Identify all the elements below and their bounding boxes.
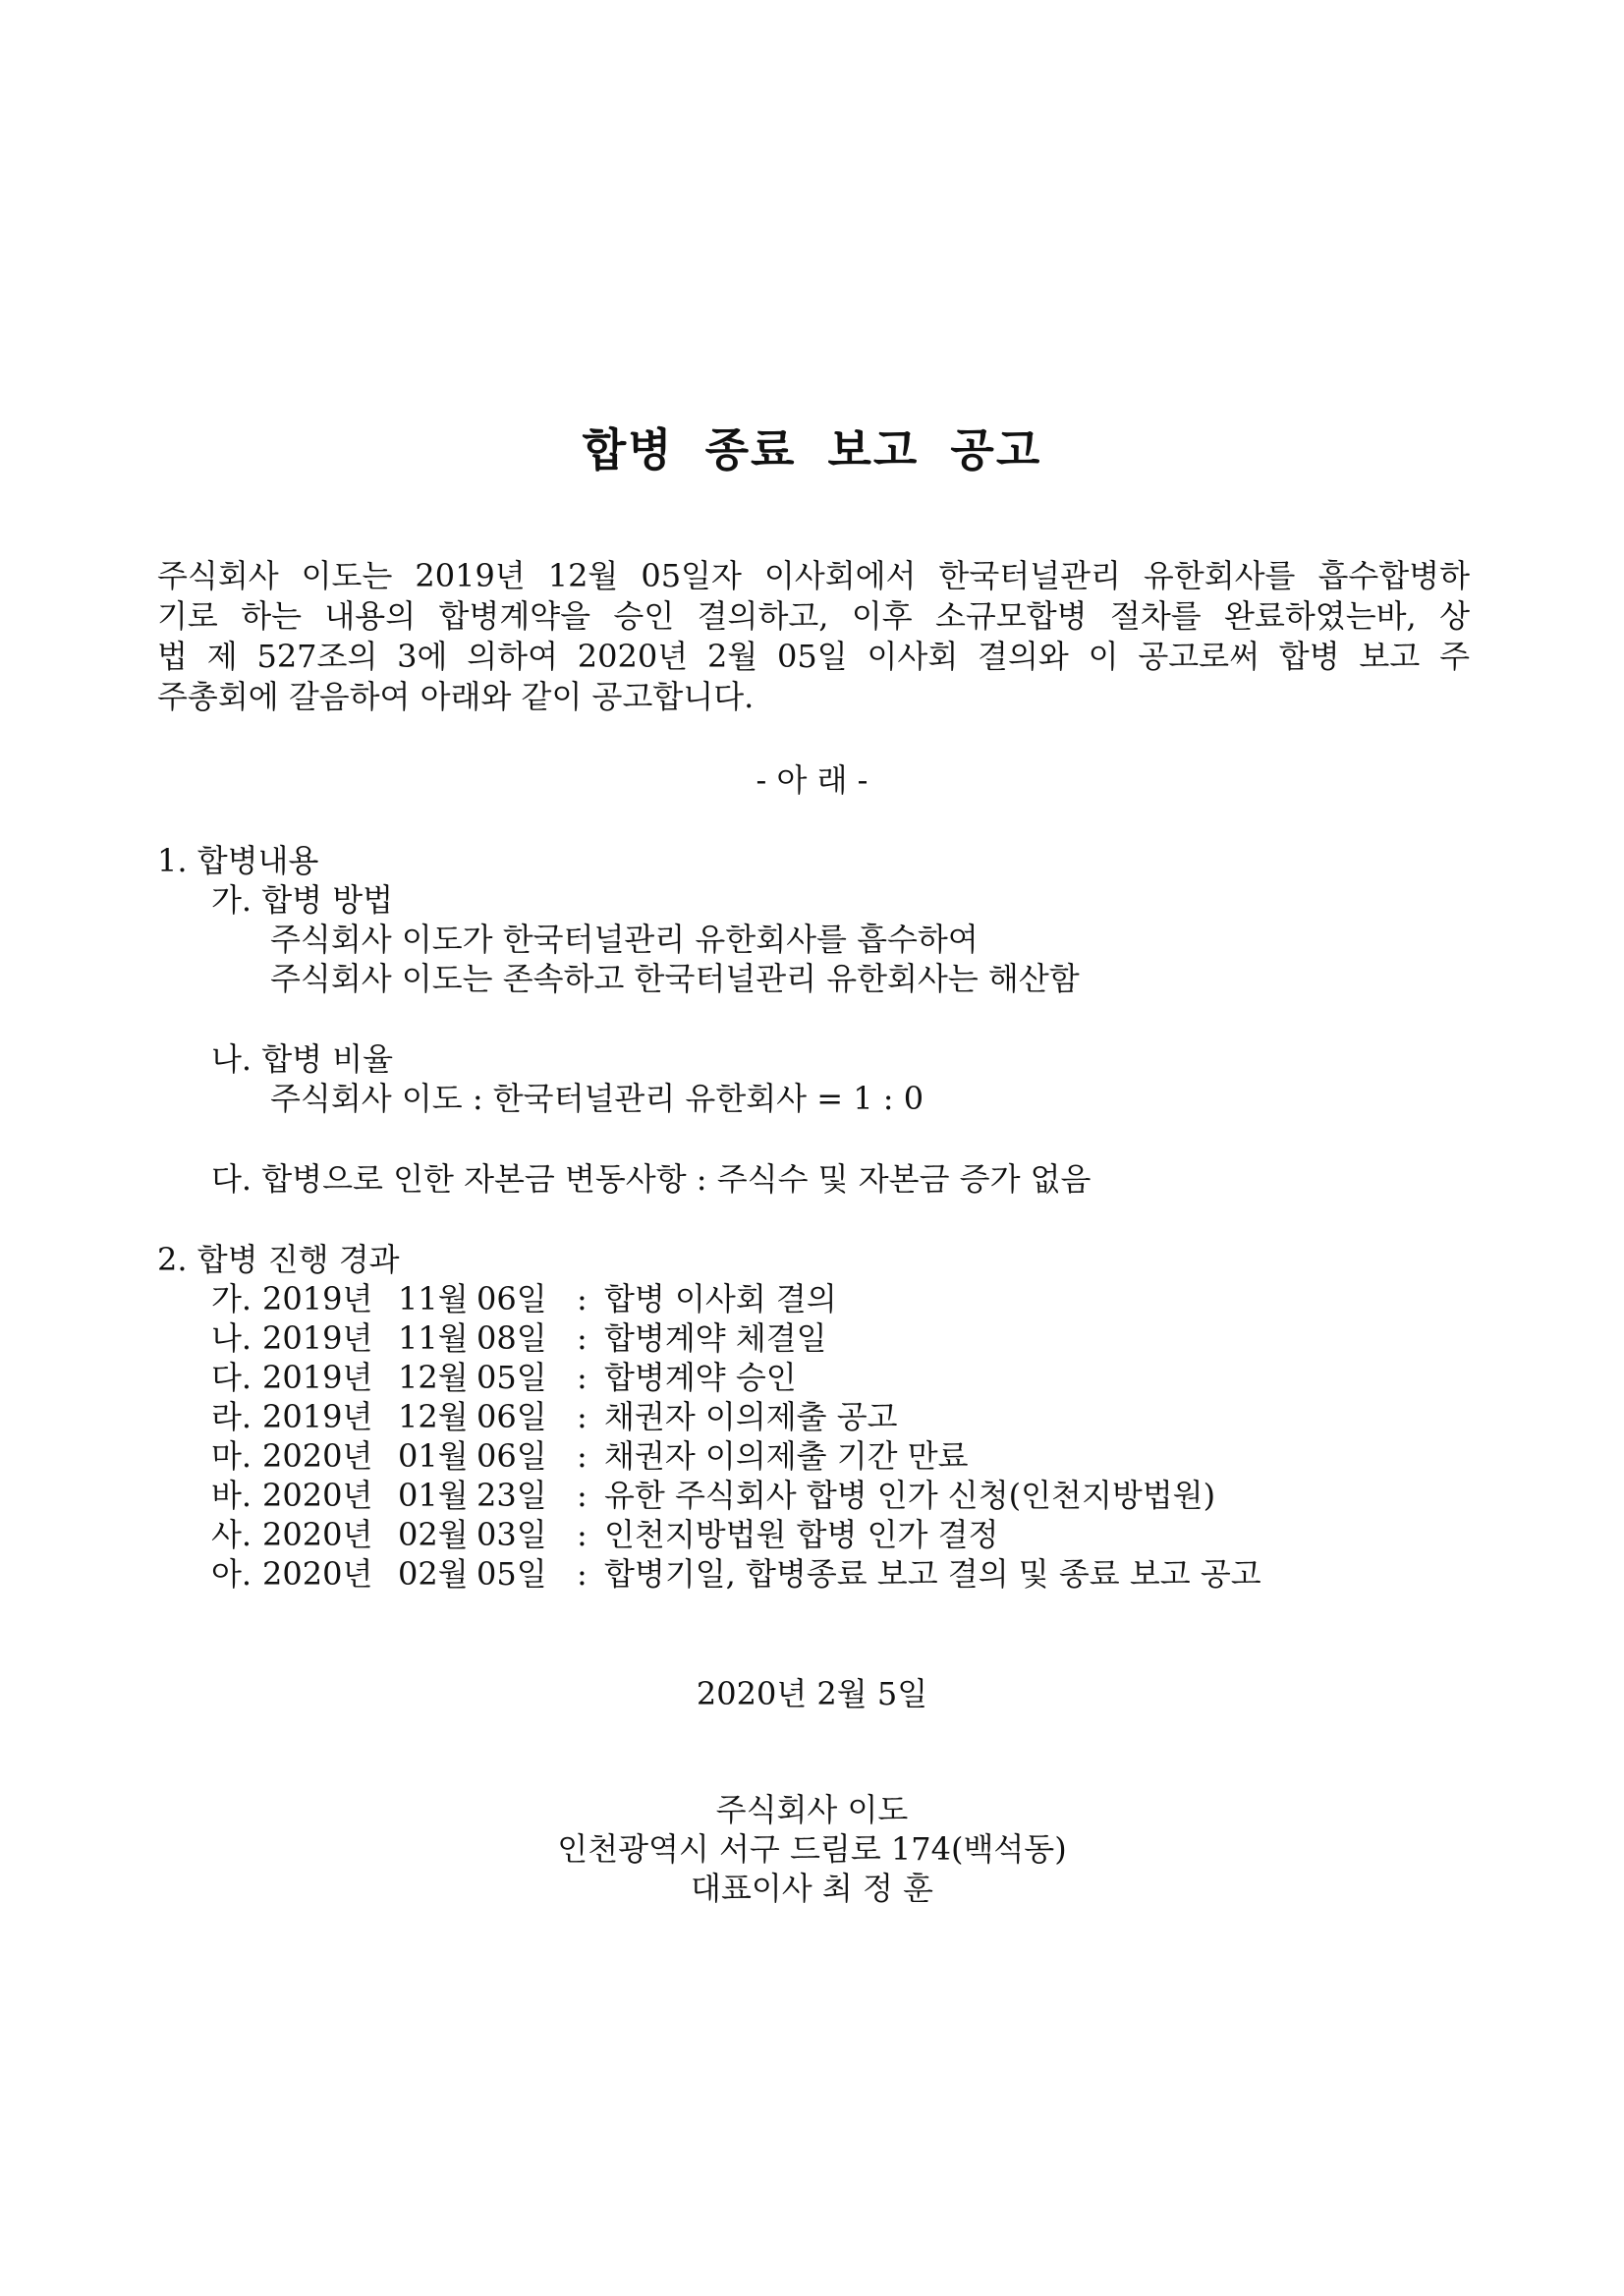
progress-month: 02월 (398, 1555, 469, 1593)
progress-label: 바. (211, 1477, 252, 1514)
progress-label: 나. (211, 1319, 252, 1357)
merger-method-line: 주식회사 이도가 한국터널관리 유한회사를 흡수하여 (270, 921, 979, 958)
progress-colon: : (577, 1437, 588, 1475)
progress-event: 채권자 이의제출 기간 만료 (604, 1437, 969, 1475)
progress-month: 01월 (398, 1477, 469, 1514)
merger-method-heading: 가. 합병 방법 (211, 881, 394, 919)
section1-heading: 1. 합병내용 (157, 842, 319, 879)
progress-year: 2019년 (262, 1280, 373, 1317)
progress-colon: : (577, 1477, 588, 1514)
merger-method-line: 주식회사 이도는 존속하고 한국터널관리 유한회사는 해산함 (270, 960, 1080, 997)
progress-year: 2020년 (262, 1477, 373, 1514)
company-name: 주식회사 이도 (715, 1791, 909, 1828)
progress-colon: : (577, 1280, 588, 1317)
merger-ratio-heading: 나. 합병 비율 (211, 1040, 394, 1078)
progress-year: 2020년 (262, 1516, 373, 1553)
progress-label: 가. (211, 1280, 252, 1317)
merger-ratio-line: 주식회사 이도 : 한국터널관리 유한회사 = 1 : 0 (270, 1080, 924, 1117)
progress-label: 마. (211, 1437, 252, 1475)
progress-colon: : (577, 1319, 588, 1357)
progress-event: 합병계약 체결일 (604, 1319, 827, 1357)
progress-label: 다. (211, 1359, 252, 1396)
progress-day: 06일 (476, 1437, 547, 1475)
progress-day: 05일 (476, 1555, 547, 1593)
intro-line: 주식회사 이도는 2019년 12월 05일자 이사회에서 한국터널관리 유한회사를 흡수합병하 (157, 557, 1470, 594)
page-title: 합병 종료 보고 공고 (582, 423, 1042, 476)
progress-day: 06일 (476, 1398, 547, 1435)
progress-year: 2019년 (262, 1359, 373, 1396)
progress-year: 2019년 (262, 1319, 373, 1357)
intro-paragraph (157, 556, 1470, 717)
progress-year: 2020년 (262, 1437, 373, 1475)
progress-day: 03일 (476, 1516, 547, 1553)
progress-year: 2019년 (262, 1398, 373, 1435)
intro-line: 주총회에 갈음하여 아래와 같이 공고합니다. (157, 678, 755, 715)
notice-date: 2020년 2월 5일 (696, 1675, 928, 1712)
intro-line: 법 제 527조의 3에 의하여 2020년 2월 05일 이사회 결의와 이 공고로써 합병 보고 주 (157, 638, 1470, 675)
progress-day: 05일 (476, 1359, 547, 1396)
progress-row (211, 1515, 998, 1554)
section2-heading: 2. 합병 진행 경과 (157, 1241, 400, 1278)
progress-month: 12월 (398, 1359, 469, 1396)
progress-colon: : (577, 1555, 588, 1593)
progress-colon: : (577, 1398, 588, 1435)
progress-row (211, 1318, 827, 1358)
progress-day: 23일 (476, 1477, 547, 1514)
progress-event: 유한 주식회사 합병 인가 신청(인천지방법원) (604, 1477, 1216, 1514)
progress-row (211, 1554, 1261, 1594)
ceo-name: 대표이사 최 정 훈 (691, 1870, 933, 1907)
progress-label: 라. (211, 1398, 252, 1435)
progress-month: 02월 (398, 1516, 469, 1553)
progress-day: 08일 (476, 1319, 547, 1357)
company-address: 인천광역시 서구 드림로 174(백석동) (557, 1830, 1067, 1868)
progress-month: 01월 (398, 1437, 469, 1475)
progress-year: 2020년 (262, 1555, 373, 1593)
progress-colon: : (577, 1516, 588, 1553)
progress-row (211, 1436, 969, 1476)
progress-label: 아. (211, 1555, 252, 1593)
progress-row (211, 1358, 797, 1397)
progress-day: 06일 (476, 1280, 547, 1317)
progress-month: 11월 (398, 1319, 469, 1357)
below-heading: - 아 래 - (756, 761, 868, 799)
intro-line: 기로 하는 내용의 합병계약을 승인 결의하고, 이후 소규모합병 절차를 완료하였는바, 상 (157, 597, 1470, 635)
capital-change-line: 다. 합병으로 인한 자본금 변동사항 : 주식수 및 자본금 증가 없음 (211, 1160, 1092, 1198)
progress-event: 채권자 이의제출 공고 (604, 1398, 898, 1435)
progress-event: 합병기일, 합병종료 보고 결의 및 종료 보고 공고 (604, 1555, 1261, 1593)
progress-row (211, 1397, 898, 1436)
progress-month: 11월 (398, 1280, 469, 1317)
progress-event: 합병 이사회 결의 (604, 1280, 837, 1317)
progress-month: 12월 (398, 1398, 469, 1435)
progress-event: 인천지방법원 합병 인가 결정 (604, 1516, 999, 1553)
progress-row (211, 1476, 1215, 1515)
progress-label: 사. (211, 1516, 252, 1553)
progress-colon: : (577, 1359, 588, 1396)
progress-row (211, 1279, 837, 1318)
progress-event: 합병계약 승인 (604, 1359, 797, 1396)
